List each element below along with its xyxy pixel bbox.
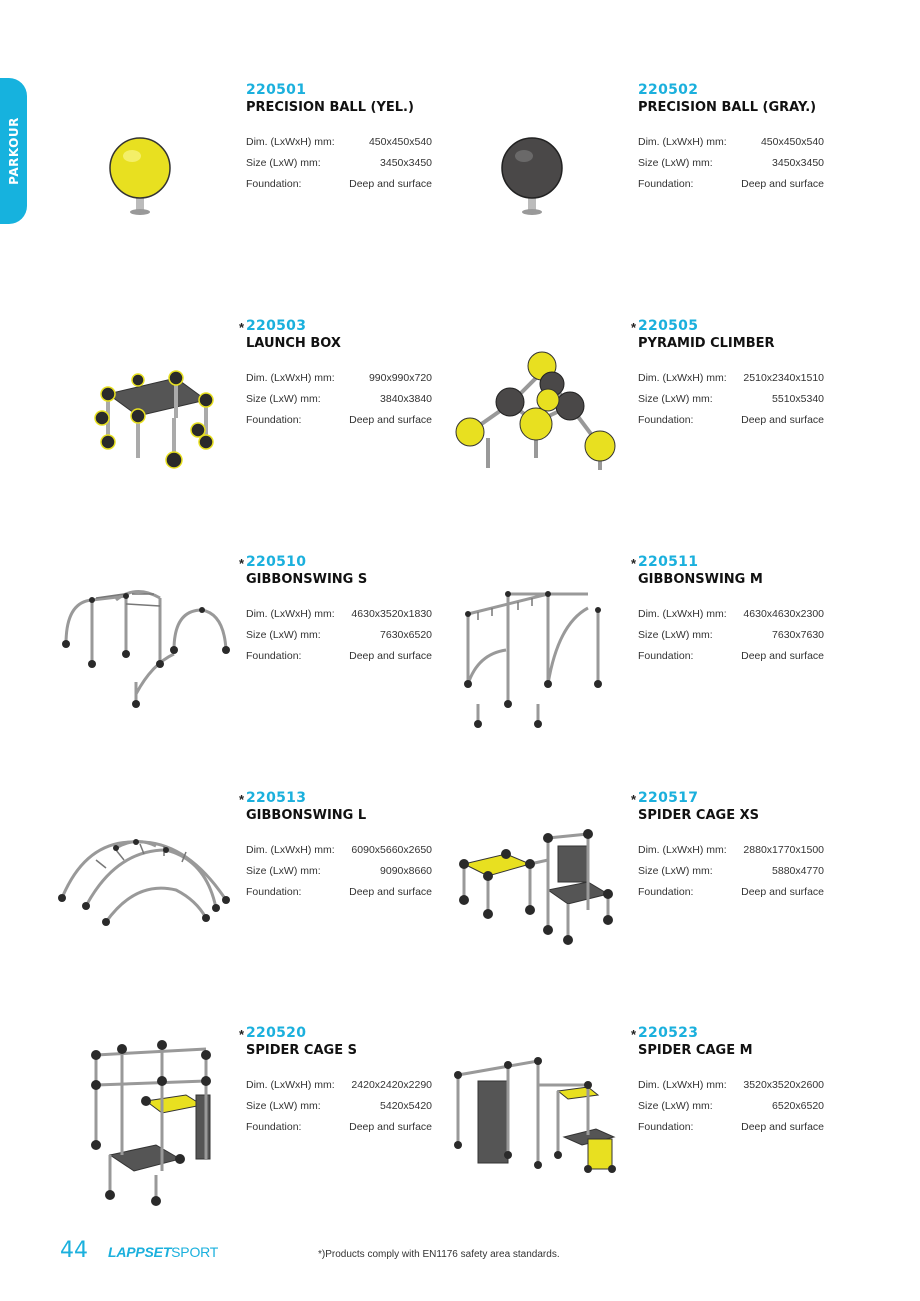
spec-dim: Dim. (LxWxH) mm: 3520x3520x2600 — [638, 1079, 824, 1091]
spec-list — [638, 136, 824, 199]
yellow-ball-icon — [56, 82, 232, 278]
product-220517 — [448, 790, 840, 990]
spec-foundation: Foundation: Deep and surface — [246, 1121, 432, 1133]
spec-dim: Dim. (LxWxH) mm: 990x990x720 — [246, 372, 432, 384]
spec-list — [638, 608, 824, 671]
spider-cage-xs-icon — [448, 790, 624, 986]
product-220510 — [56, 554, 448, 754]
spec-dim: Dim. (LxWxH) mm: 450x450x540 — [638, 136, 824, 148]
product-name: LAUNCH BOX — [246, 336, 341, 351]
product-code: 220503 — [246, 318, 307, 334]
product-code: 220501 — [246, 82, 307, 98]
product-name: PYRAMID CLIMBER — [638, 336, 775, 351]
product-name: PRECISION BALL (GRAY.) — [638, 100, 817, 115]
product-name: SPIDER CAGE M — [638, 1043, 753, 1058]
spec-list — [246, 844, 432, 907]
spec-dim: Dim. (LxWxH) mm: 4630x3520x1830 — [246, 608, 432, 620]
side-tab-parkour — [0, 78, 27, 224]
product-220503 — [56, 318, 448, 518]
brand-bold: LAPPSET — [108, 1244, 172, 1260]
spec-dim: Dim. (LxWxH) mm: 2880x1770x1500 — [638, 844, 824, 856]
spec-foundation: Foundation: Deep and surface — [638, 178, 824, 190]
product-name: GIBBONSWING M — [638, 572, 763, 587]
product-220520 — [56, 1025, 448, 1225]
product-code: 220513 — [246, 790, 307, 806]
gibbonswing-m-icon — [448, 554, 624, 750]
spec-foundation: Foundation: Deep and surface — [638, 650, 824, 662]
page-number: 44 — [60, 1238, 88, 1263]
product-name: GIBBONSWING L — [246, 808, 367, 823]
brand-light: SPORT — [171, 1244, 219, 1260]
product-220502 — [448, 82, 840, 282]
spec-list — [246, 372, 432, 435]
product-220511 — [448, 554, 840, 754]
spec-list — [638, 1079, 824, 1142]
product-code: 220520 — [246, 1025, 307, 1041]
spec-dim: Dim. (LxWxH) mm: 450x450x540 — [246, 136, 432, 148]
compliance-star: * — [239, 556, 245, 571]
spec-size: Size (LxW) mm: 3840x3840 — [246, 393, 432, 405]
gibbonswing-s-icon — [56, 554, 232, 750]
gibbonswing-l-icon — [56, 790, 232, 986]
product-code: 220517 — [638, 790, 699, 806]
spec-size: Size (LxW) mm: 3450x3450 — [246, 157, 432, 169]
spec-list — [246, 1079, 432, 1142]
compliance-star: * — [631, 1027, 637, 1042]
spec-foundation: Foundation: Deep and surface — [638, 886, 824, 898]
product-220505 — [448, 318, 840, 518]
spec-foundation: Foundation: Deep and surface — [246, 178, 432, 190]
spec-list — [246, 136, 432, 199]
compliance-star: * — [631, 556, 637, 571]
compliance-star: * — [631, 320, 637, 335]
product-code: 220505 — [638, 318, 699, 334]
spider-cage-s-icon — [56, 1025, 232, 1221]
footnote: *)Products comply with EN1176 safety area standards. — [318, 1249, 560, 1260]
spec-foundation: Foundation: Deep and surface — [246, 886, 432, 898]
spec-list — [246, 608, 432, 671]
product-name: SPIDER CAGE S — [246, 1043, 357, 1058]
spec-size: Size (LxW) mm: 5880x4770 — [638, 865, 824, 877]
product-220513 — [56, 790, 448, 990]
launch-box-icon — [56, 318, 232, 514]
spec-foundation: Foundation: Deep and surface — [638, 414, 824, 426]
gray-ball-icon — [448, 82, 624, 278]
compliance-star: * — [239, 1027, 245, 1042]
spec-list — [638, 372, 824, 435]
spec-size: Size (LxW) mm: 5510x5340 — [638, 393, 824, 405]
product-name: PRECISION BALL (YEL.) — [246, 100, 414, 115]
spec-list — [638, 844, 824, 907]
spec-foundation: Foundation: Deep and surface — [246, 414, 432, 426]
spec-dim: Dim. (LxWxH) mm: 2510x2340x1510 — [638, 372, 824, 384]
spec-dim: Dim. (LxWxH) mm: 2420x2420x2290 — [246, 1079, 432, 1091]
spec-size: Size (LxW) mm: 7630x7630 — [638, 629, 824, 641]
product-name: SPIDER CAGE XS — [638, 808, 759, 823]
product-code: 220502 — [638, 82, 699, 98]
brand-logo — [108, 1244, 218, 1260]
spec-size: Size (LxW) mm: 5420x5420 — [246, 1100, 432, 1112]
spec-dim: Dim. (LxWxH) mm: 6090x5660x2650 — [246, 844, 432, 856]
product-code: 220510 — [246, 554, 307, 570]
spec-size: Size (LxW) mm: 3450x3450 — [638, 157, 824, 169]
compliance-star: * — [239, 792, 245, 807]
product-code: 220523 — [638, 1025, 699, 1041]
spec-foundation: Foundation: Deep and surface — [246, 650, 432, 662]
spider-cage-m-icon — [448, 1025, 624, 1221]
spec-size: Size (LxW) mm: 6520x6520 — [638, 1100, 824, 1112]
side-tab-label: PARKOUR — [6, 117, 21, 185]
product-name: GIBBONSWING S — [246, 572, 368, 587]
product-code: 220511 — [638, 554, 699, 570]
product-220501 — [56, 82, 448, 282]
compliance-star: * — [631, 792, 637, 807]
spec-foundation: Foundation: Deep and surface — [638, 1121, 824, 1133]
pyramid-climber-icon — [448, 318, 624, 514]
spec-size: Size (LxW) mm: 7630x6520 — [246, 629, 432, 641]
spec-dim: Dim. (LxWxH) mm: 4630x4630x2300 — [638, 608, 824, 620]
product-220523 — [448, 1025, 840, 1225]
spec-size: Size (LxW) mm: 9090x8660 — [246, 865, 432, 877]
compliance-star: * — [239, 320, 245, 335]
